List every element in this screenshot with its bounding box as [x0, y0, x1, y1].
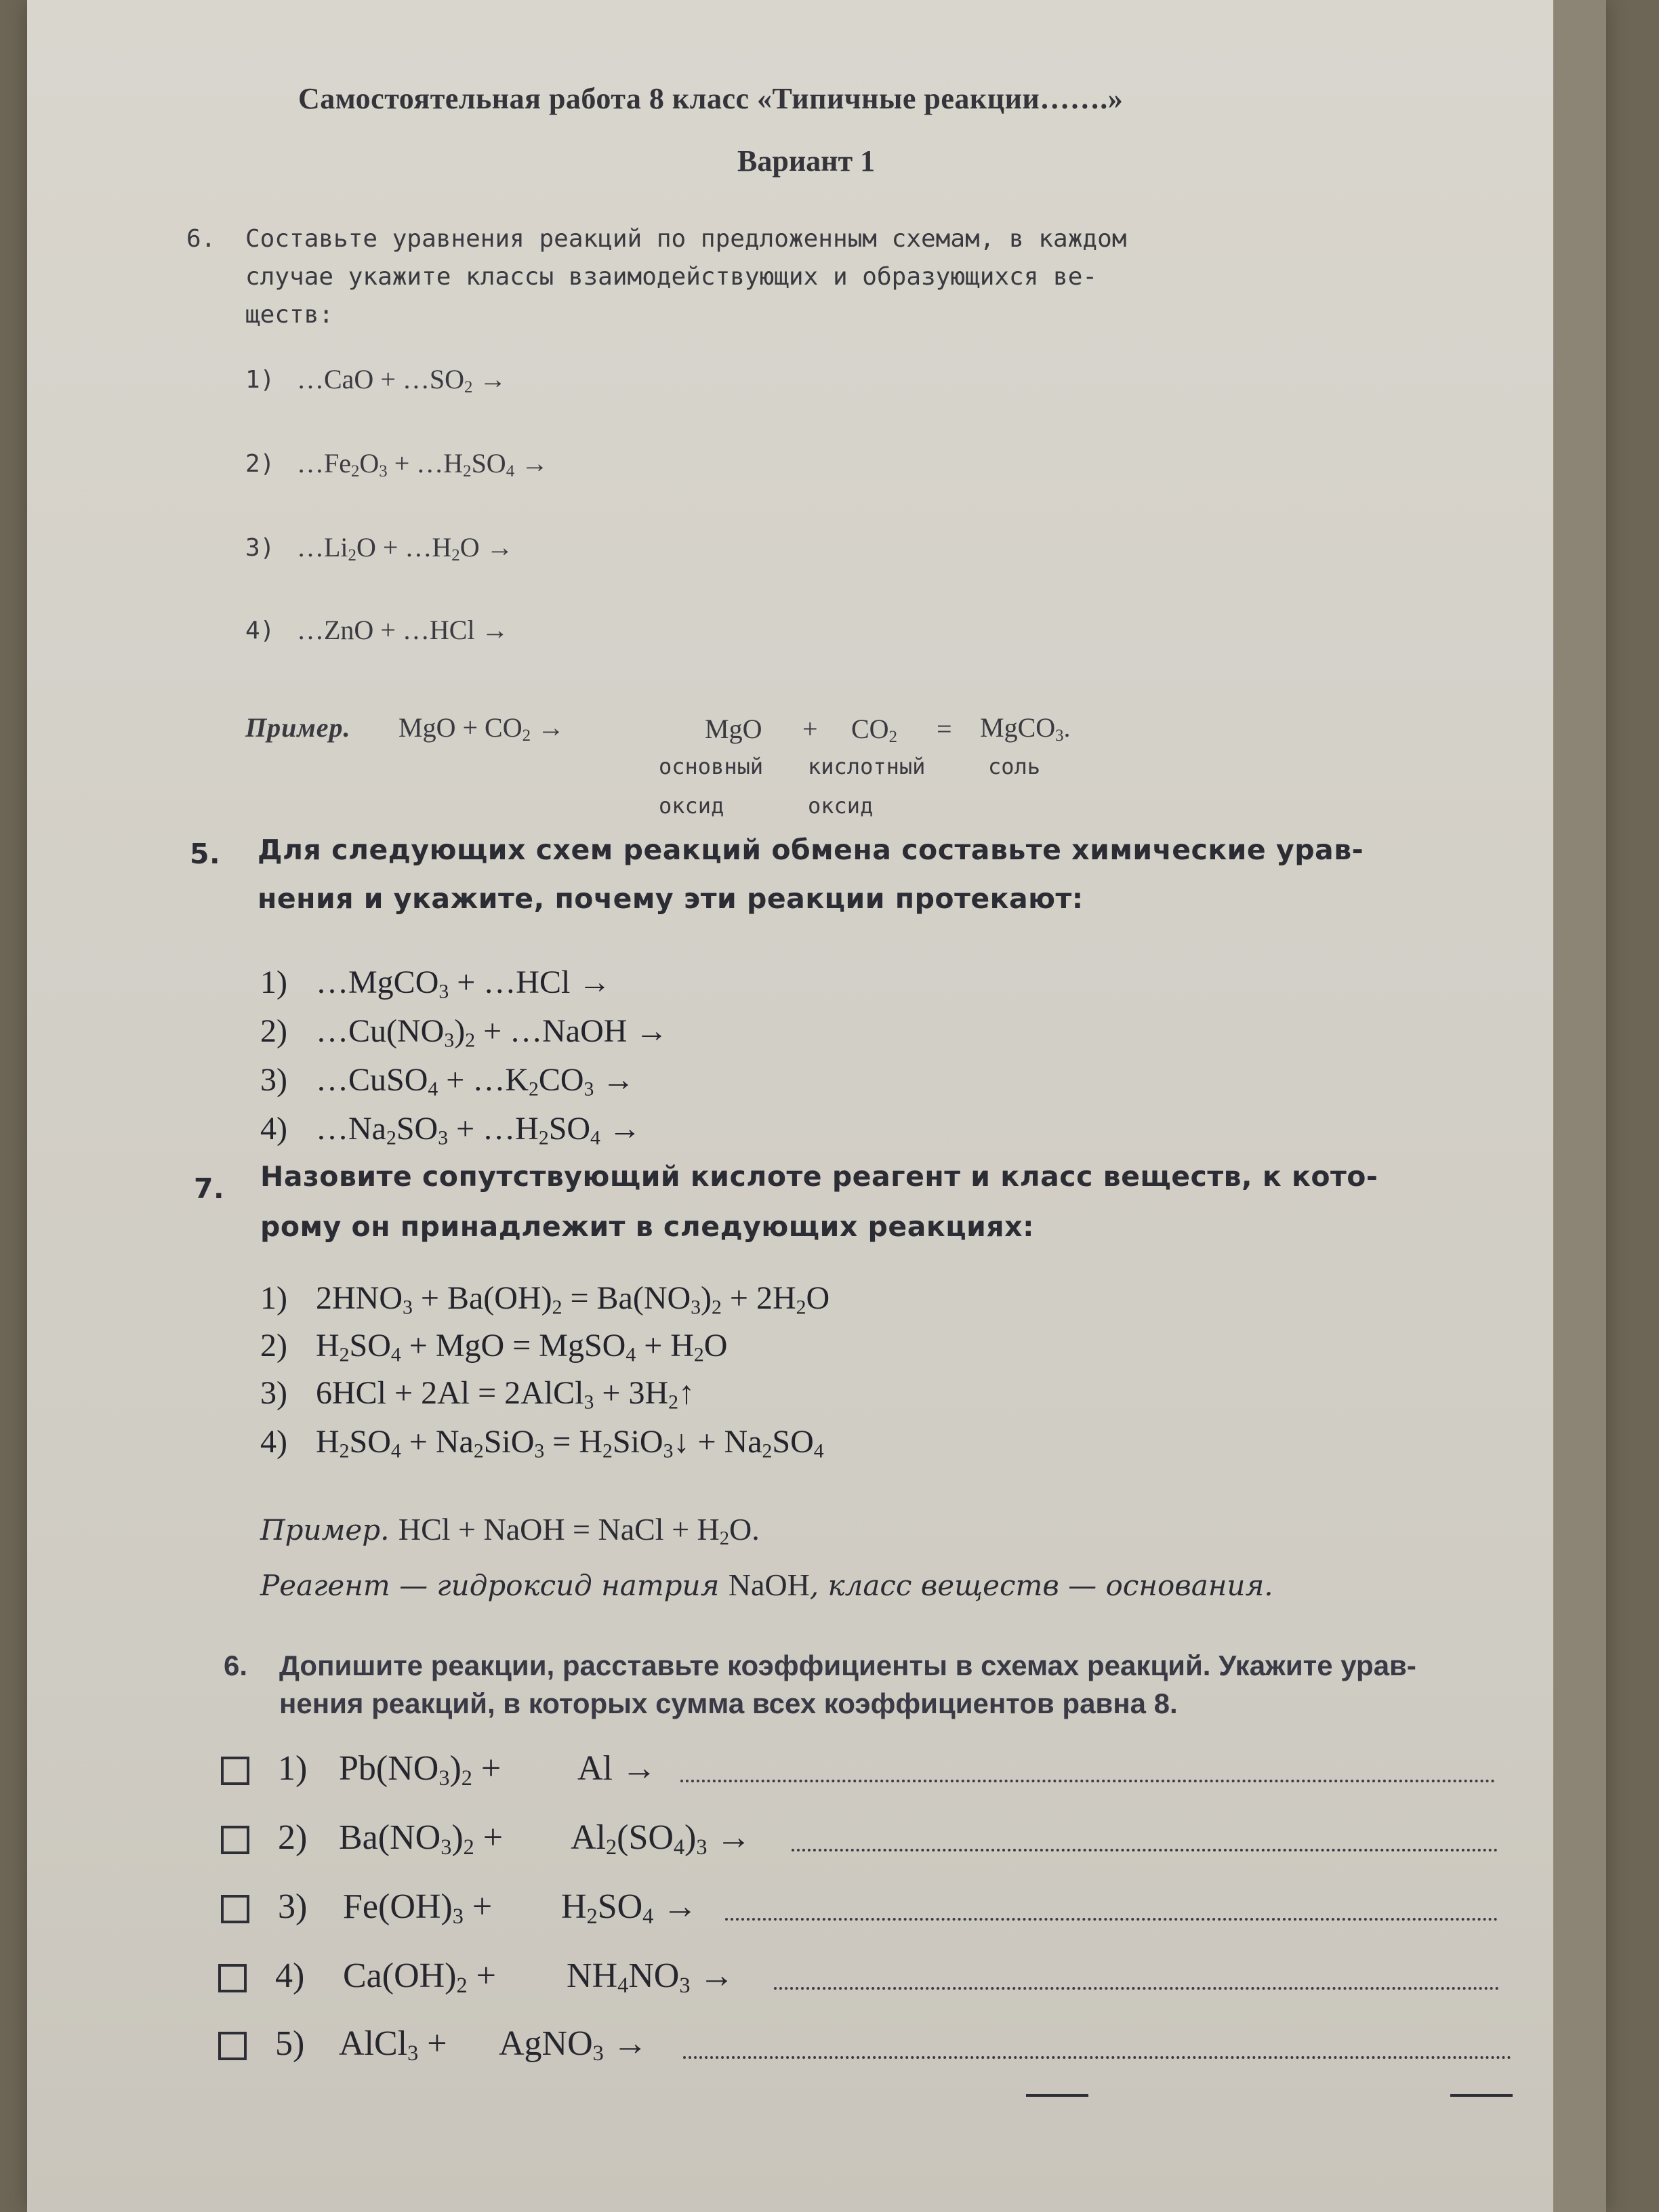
task-d-item-4-left: $Ca(OH)_2$ +	[343, 1957, 496, 1998]
task-d-item-2-answer-line[interactable]	[792, 1849, 1498, 1851]
task-b-item-3-number: 3)	[260, 1062, 287, 1098]
task-a-example-reactant-2: $CO_2$	[851, 714, 897, 747]
task-c-number: 7.	[194, 1172, 225, 1205]
task-d-item-1-answer-line[interactable]	[680, 1780, 1495, 1782]
task-c-answer-formula: NaOH	[728, 1568, 810, 1602]
task-d-item-5-number: 5)	[275, 2024, 305, 2063]
task-b-item-3-equation: …CuSO$_4$ + $\dots K_2CO_3$ →	[316, 1062, 635, 1101]
task-a-example-class-2-line-1: кислотный	[808, 754, 926, 779]
task-a-example-class-1-line-1: основный	[659, 754, 764, 779]
task-a-item-2-number: 2)	[245, 450, 275, 478]
task-d-item-5-checkbox[interactable]	[218, 2032, 247, 2060]
task-b-item-4-equation: $\dots Na_2SO_3$ + $\dots H_2SO_4$ →	[316, 1111, 641, 1149]
task-d-item-5-left: AlCl$_3$ +	[339, 2024, 447, 2066]
task-a-example-class-1-line-2: оксид	[659, 793, 724, 819]
task-a-example-class-3: соль	[988, 754, 1041, 779]
task-a-example-scheme: MgO + $CO_2$ →	[398, 712, 565, 745]
task-d-item-1-number: 1)	[278, 1749, 308, 1788]
task-b-item-3	[260, 1061, 634, 1099]
task-a-text-line-2: случае укажите классы взаимодействующих и образующихся ве-	[245, 263, 1098, 291]
task-d-item-2-number: 2)	[278, 1818, 308, 1857]
task-c-item-2-equation: $H_2SO_4$ + MgO = MgSO$_4$ + $H_2O$	[316, 1328, 728, 1366]
task-b-number: 5.	[190, 838, 221, 870]
task-c-item-1	[260, 1279, 830, 1317]
task-d-item-2-left: $Ba(NO_3)_2$ +	[339, 1818, 504, 1860]
footer-dash-right	[1450, 2094, 1513, 2097]
variant-label: Вариант 1	[737, 144, 876, 178]
task-c-item-1-number: 1)	[260, 1280, 287, 1316]
task-a-item-1-number: 1)	[245, 366, 275, 394]
task-d-item-1-left: $Pb(NO_3)_2$ +	[339, 1749, 501, 1790]
task-c-item-2-number: 2)	[260, 1328, 287, 1364]
task-c-item-3-equation: 6HCl + 2Al = 2AlCl$_3$ + $3H_2↑$	[316, 1375, 695, 1414]
page-edge-shadow	[1553, 0, 1606, 2212]
task-b-item-4	[260, 1110, 641, 1147]
task-d-number: 6.	[224, 1650, 248, 1681]
task-a-example-product: MgCO$_3$.	[980, 712, 1071, 745]
task-b-item-1-number: 1)	[260, 964, 287, 1000]
task-c-text-line-1: Назовите сопутствующий кислоте реагент и класс веществ, к кото-	[260, 1160, 1378, 1193]
task-b-text-line-1: Для следующих схем реакций обмена составьте химические урав-	[258, 834, 1364, 866]
task-d-item-4-right: $NH_4NO_3$ →	[567, 1957, 735, 1998]
task-c-answer-part-2: , класс веществ — основания.	[809, 1569, 1273, 1602]
task-a-example-plus: +	[802, 714, 818, 744]
task-d-text-line-1: Допишите реакции, расставьте коэффициенты в схемах реакций. Укажите урав-	[279, 1650, 1416, 1681]
task-c-example-equation: HCl + NaOH = NaCl + $H_2O$.	[398, 1512, 760, 1550]
task-a-item-1-equation: …CaO + $\dots SO_2$ →	[297, 364, 507, 397]
task-d-item-4-checkbox[interactable]	[218, 1964, 247, 1992]
task-d-item-3-number: 3)	[278, 1887, 308, 1926]
task-d-item-4-number: 4)	[275, 1957, 305, 1995]
task-d-item-1-right: Al →	[577, 1749, 657, 1788]
task-c-item-3-number: 3)	[260, 1375, 287, 1411]
task-b-item-4-number: 4)	[260, 1111, 287, 1147]
task-a-example-equals: =	[937, 714, 952, 744]
task-c-item-2	[260, 1327, 727, 1364]
task-b-item-2-number: 2)	[260, 1013, 287, 1049]
task-a-example-label: Пример.	[245, 712, 351, 743]
task-d-item-1-checkbox[interactable]	[221, 1757, 249, 1785]
task-c-example-answer	[260, 1567, 1273, 1603]
task-a-number: 6.	[186, 225, 216, 253]
task-a-item-3-equation: $\dots Li_2O$ + $\dots H_2O$ →	[297, 532, 514, 565]
task-b-item-1	[260, 964, 611, 1001]
task-d-item-3-checkbox[interactable]	[221, 1895, 249, 1923]
task-d-item-3-left: $Fe(OH)_3$ +	[343, 1887, 493, 1929]
task-a-item-4-equation: …ZnO + …HCl →	[297, 615, 509, 645]
task-d-item-5-answer-line[interactable]	[683, 2056, 1511, 2059]
footer-dash-left	[1026, 2094, 1088, 2097]
worksheet-page	[27, 0, 1606, 2212]
task-c-example-label: Пример.	[260, 1513, 390, 1547]
task-d-item-2-checkbox[interactable]	[221, 1826, 249, 1854]
task-d-item-3-answer-line[interactable]	[725, 1918, 1498, 1921]
task-a-text-line-3: ществ:	[245, 301, 334, 329]
task-d-item-5-right: AgNO$_3$ →	[499, 2024, 648, 2066]
task-b-item-1-equation: …MgCO$_3$ + …HCl →	[316, 964, 611, 1003]
task-c-item-4	[260, 1423, 824, 1460]
task-c-item-4-equation: $H_2SO_4 + Na_2SiO_3$ = $H_2SiO_3↓ + Na_2SO_4$	[316, 1424, 824, 1462]
task-c-example-line	[260, 1511, 760, 1550]
task-b-item-2	[260, 1012, 668, 1050]
task-d-item-4-answer-line[interactable]	[774, 1987, 1499, 1990]
task-d-text-line-2: нения реакций, в которых сумма всех коэффициентов равна 8.	[279, 1687, 1178, 1719]
task-a-item-2-equation: $\dots Fe_2O_3$ + $\dots H_2SO_4$ →	[297, 448, 549, 481]
task-b-text-line-2: нения и укажите, почему эти реакции протекают:	[258, 882, 1084, 915]
task-a-item-4-number: 4)	[245, 617, 275, 644]
task-c-answer-part-1: Реагент — гидроксид натрия	[260, 1569, 720, 1602]
task-c-item-4-number: 4)	[260, 1424, 287, 1460]
task-d-item-2-right: $Al_2(SO_4)_3$ →	[571, 1818, 752, 1860]
task-c-item-3	[260, 1374, 695, 1412]
task-b-item-2-equation: $\dots Cu(NO_3)_2$ + …NaOH →	[316, 1013, 668, 1052]
task-a-text-line-1: Составьте уравнения реакций по предложенным схемам, в каждом	[245, 225, 1127, 253]
task-a-example-class-2-line-2: оксид	[808, 793, 874, 819]
task-c-item-1-equation: $2HNO_3 + Ba(OH)_2 = Ba(NO_3)_2 + 2H_2O$	[316, 1280, 830, 1319]
task-a-item-3-number: 3)	[245, 534, 275, 562]
task-a-example-reactant-1: MgO	[705, 714, 762, 744]
task-d-item-3-right: $H_2SO_4$ →	[561, 1887, 698, 1929]
task-c-text-line-2: рому он принадлежит в следующих реакциях:	[260, 1210, 1034, 1243]
worksheet-title: Самостоятельная работа 8 класс «Типичные реакции…….»	[298, 82, 1124, 115]
